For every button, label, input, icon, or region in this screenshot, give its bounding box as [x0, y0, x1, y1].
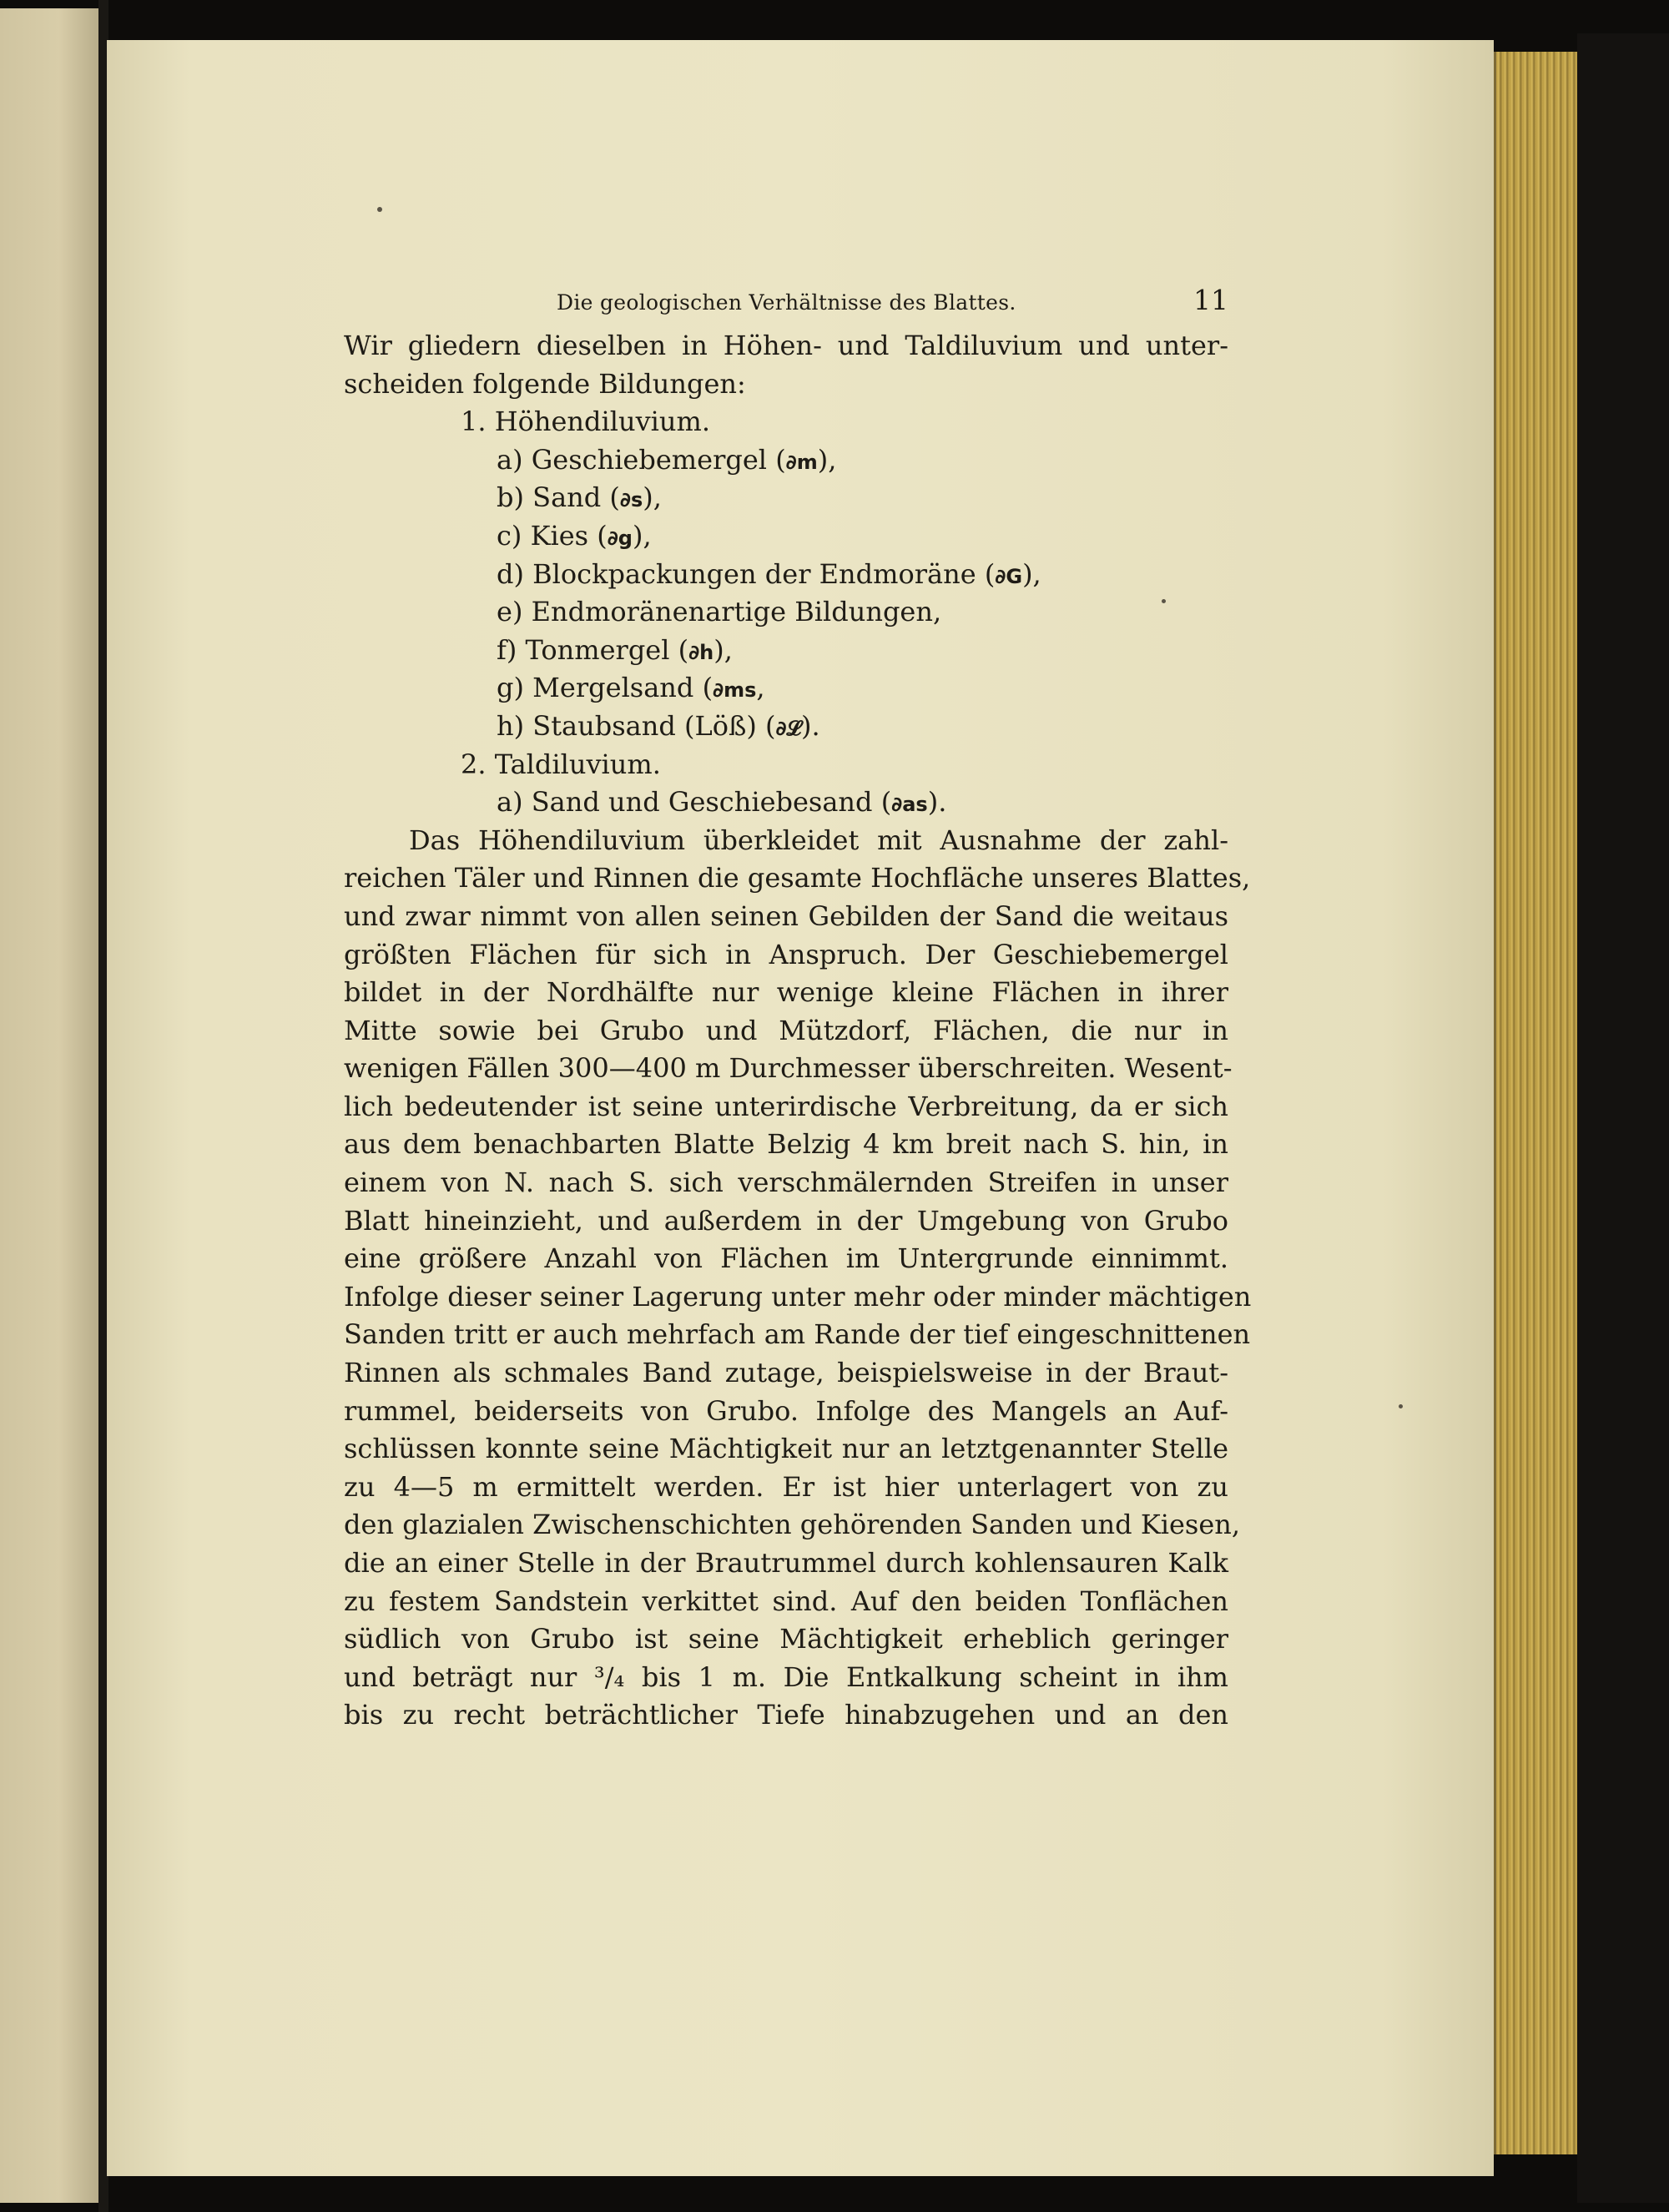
- list-item: g) Mergelsand (∂ms,: [497, 672, 765, 704]
- text-line: und beträgt nur ³/₄ bis 1 m. Die Entkalkung scheint in ihm: [344, 1660, 1228, 1693]
- text-line: Das Höhendiluvium überkleidet mit Ausnahme der zahl-: [409, 824, 1228, 856]
- previous-page-edge: [0, 8, 101, 2203]
- page-number: 11: [1193, 284, 1228, 316]
- text-line: scheiden folgende Bildungen:: [344, 367, 746, 400]
- map-symbol: ∂s: [619, 488, 643, 512]
- text-line: eine größere Anzahl von Flächen im Untergrunde einnimmt.: [344, 1242, 1228, 1275]
- text-line: Rinnen als schmales Band zutage, beispielsweise in der Braut-: [344, 1357, 1228, 1389]
- text-line: zu festem Sandstein verkittet sind. Auf den beiden Tonflächen: [344, 1585, 1228, 1617]
- list-item: d) Blockpackungen der Endmoräne (∂G),: [497, 557, 1041, 590]
- list-item: a) Sand und Geschiebesand (∂as).: [497, 786, 947, 819]
- text-line: bildet in der Nordhälfte nur wenige kleine Flächen in ihrer: [344, 976, 1228, 1009]
- text-line: schlüssen konnte seine Mächtigkeit nur an letztgenannter Stelle: [344, 1433, 1228, 1465]
- text-line: bis zu recht beträchtlicher Tiefe hinabzugehen und an den: [344, 1699, 1228, 1731]
- book-cover-edge: [1577, 33, 1669, 2203]
- map-symbol: ∂ms: [713, 678, 757, 703]
- text-line: Sanden tritt er auch mehrfach am Rande der tief eingeschnittenen: [344, 1318, 1251, 1351]
- list-item: f) Tonmergel (∂h),: [497, 633, 733, 666]
- text-line: die an einer Stelle in der Brautrummel durch kohlensauren Kalk: [344, 1547, 1228, 1579]
- text-line: Infolge dieser seiner Lagerung unter mehr oder minder mächtigen: [344, 1280, 1252, 1313]
- running-head: [344, 284, 1228, 327]
- text-line: rummel, beiderseits von Grubo. Infolge des Mangels an Auf-: [344, 1394, 1228, 1427]
- text-line: Wir gliedern dieselben in Höhen- und Taldiluvium und unter-: [344, 330, 1228, 361]
- text-line: größten Flächen für sich in Anspruch. Der Geschiebemergel: [344, 938, 1228, 970]
- paper-speck: [1399, 1404, 1403, 1408]
- section-heading: 2. Taldiluvium.: [461, 748, 661, 780]
- text-line: Blatt hineinzieht, und außerdem in der Umgebung von Grubo: [344, 1204, 1228, 1237]
- text-line: wenigen Fällen 300—400 m Durchmesser überschreiten. Wesent-: [344, 1052, 1233, 1085]
- text-line: einem von N. nach S. sich verschmälernden Streifen in unser: [344, 1166, 1228, 1199]
- list-item: c) Kies (∂g),: [497, 519, 652, 552]
- text-line: lich bedeutender ist seine unterirdische Verbreitung, da er sich: [344, 1090, 1228, 1122]
- page-text: [344, 284, 1252, 1735]
- list-item: e) Endmoränenartige Bildungen,: [497, 596, 942, 628]
- text-line: Mitte sowie bei Grubo und Mützdorf, Flächen, die nur in: [344, 1014, 1228, 1046]
- running-title: Die geologischen Verhältnisse des Blattes.: [557, 290, 1016, 315]
- page-edges-stack: [1494, 52, 1580, 2154]
- map-symbol: ∂h: [688, 640, 714, 664]
- list-item: b) Sand (∂s),: [497, 481, 662, 514]
- text-line: aus dem benachbarten Blatte Belzig 4 km breit nach S. hin, in: [344, 1128, 1228, 1161]
- list-item: h) Staubsand (Löß) (∂𝓛).: [497, 709, 820, 742]
- list-item: a) Geschiebemergel (∂m),: [497, 443, 837, 476]
- map-symbol: ∂g: [607, 526, 633, 550]
- section-heading: 1. Höhendiluvium.: [461, 406, 711, 438]
- paper-speck: [377, 207, 382, 212]
- map-symbol: ∂as: [891, 793, 928, 817]
- intro-paragraph: [344, 327, 1228, 403]
- map-symbol: ∂m: [785, 450, 818, 474]
- map-symbol: ∂𝓛: [775, 716, 802, 740]
- text-line: und zwar nimmt von allen seinen Gebilden der Sand die weitaus: [344, 899, 1228, 932]
- map-symbol: ∂G: [995, 564, 1023, 588]
- text-line: den glazialen Zwischenschichten gehörenden Sanden und Kiesen,: [344, 1509, 1241, 1541]
- classification-list: [344, 403, 1228, 822]
- text-line: zu 4—5 m ermittelt werden. Er ist hier unterlagert von zu: [344, 1470, 1228, 1503]
- text-line: südlich von Grubo ist seine Mächtigkeit erheblich geringer: [344, 1623, 1228, 1655]
- body-paragraph: [344, 822, 1252, 1735]
- text-line: reichen Täler und Rinnen die gesamte Hochfläche unseres Blattes,: [344, 862, 1251, 894]
